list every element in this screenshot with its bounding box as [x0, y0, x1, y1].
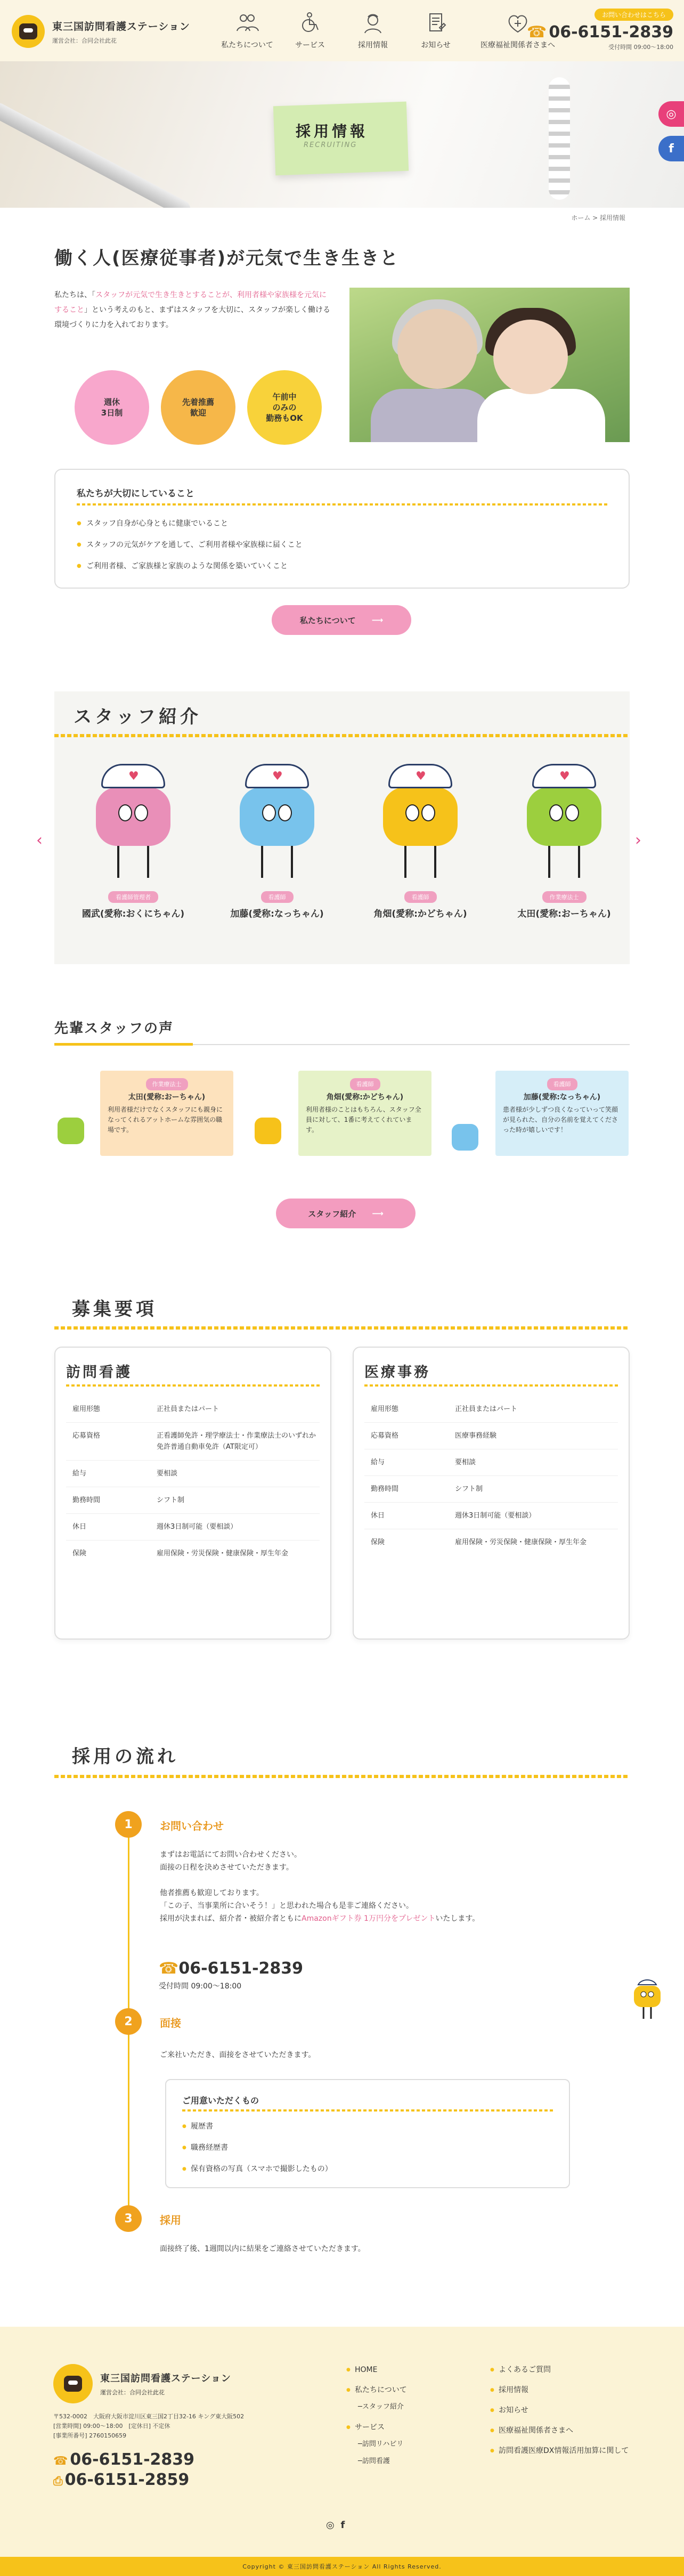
logo-sub: 運営会社：合同会社此花 [52, 37, 117, 44]
role-tag: 作業療法士 [542, 891, 587, 903]
site-header [0, 0, 684, 61]
intro-text-pre: 私たちは、「 [54, 291, 95, 299]
list-item: ● スタッフの元気がケアを通して、ご利用者様や家族様に届くこと [77, 534, 607, 556]
footer-sub: 運営会社：合同会社此花 [100, 2389, 165, 2396]
job-row: 休日 週休3日制可能（要相談） [66, 1514, 320, 1540]
list-item: ● 保有資格の写真（スマホで撮影したもの） [182, 2158, 553, 2180]
intro-text-highlight: スタッフが元気で生き生きとすることが、利用者様や家族様を元気にすること [54, 291, 327, 314]
staff-card-ota[interactable] [498, 762, 631, 953]
header-tel: 06-6151-2839 [549, 23, 673, 42]
scroll-top-mascot-icon[interactable] [629, 1976, 666, 2024]
intro-text [54, 288, 331, 332]
phone-icon: ☎ [159, 1959, 179, 1978]
values-list [77, 513, 607, 577]
document-icon [424, 12, 448, 34]
section-divider [54, 1775, 630, 1778]
job-title: 訪問看護 [66, 1360, 320, 1387]
logo-mascot-icon [12, 15, 45, 48]
prep-title: ご用意いただくもの [182, 2094, 553, 2112]
arrow-right-icon: ⟶ [371, 615, 384, 625]
footer-link[interactable]: ● お知らせ [490, 2404, 634, 2416]
header-contact[interactable] [527, 9, 673, 51]
nav-medical-label: 医療福祉関係者さまへ [481, 41, 555, 50]
role-tag: 看護師 [350, 1078, 380, 1090]
nurse-and-patient-photo [349, 288, 630, 442]
facebook-icon[interactable]: f [658, 136, 684, 161]
section-divider [54, 734, 630, 737]
job-row: 保険 雇用保険・労災保険・健康保険・厚生年金 [371, 1538, 587, 1546]
people-icon [235, 12, 259, 34]
step-title: 採用 [160, 2214, 181, 2227]
footer-link[interactable]: ─スタッフ紹介 [358, 2403, 404, 2411]
values-title: 私たちが大切にしていること [77, 486, 607, 506]
facebook-icon[interactable]: f [340, 2520, 345, 2531]
carousel-next-button[interactable]: › [635, 831, 641, 850]
mascot-mini-yellow-image [255, 1118, 281, 1144]
badge-morning-only: 午前中 のみの 勤務もOK [247, 370, 322, 445]
list-item: ● 職務経歴書 [182, 2137, 553, 2158]
contact-label: お問い合わせはこちら [595, 9, 673, 21]
instagram-icon[interactable]: ◎ [658, 101, 684, 127]
flow-hours: 受付時間 09:00～18:00 [159, 1982, 242, 1991]
footer-link[interactable]: ● 訪問看護医療DX情報活用加算に関して [490, 2445, 634, 2457]
step3-text: 面接終了後、1週間以内に結果をご連絡させていただきます。 [160, 2245, 365, 2253]
list-item: ● スタッフ自身が心身ともに健康でいること [77, 513, 607, 534]
list-item: ● 履歴書 [182, 2116, 553, 2137]
step-title: お問い合わせ [160, 1820, 224, 1832]
pen-image [0, 100, 193, 208]
staff-card-kunitake[interactable] [67, 762, 200, 953]
role-tag: 看護師 [547, 1078, 577, 1090]
role-tag: 看護師 [404, 891, 437, 903]
notebook-rings-image [549, 77, 570, 200]
mascot-blue-image [224, 762, 330, 887]
phone-icon: ☎ [53, 2455, 68, 2468]
nav-service-label: サービス [295, 41, 325, 50]
footer-link[interactable]: ─訪問リハビリ [358, 2440, 404, 2448]
values-box [54, 469, 630, 589]
mascot-green-image [511, 762, 617, 887]
wheelchair-icon [298, 12, 322, 34]
staff-intro-button[interactable] [276, 1199, 416, 1228]
about-button[interactable] [272, 605, 411, 635]
job-card-medical-office [353, 1347, 630, 1640]
voice-card-ota [100, 1071, 233, 1156]
badge-weekly-holiday: 週休 3日制 [75, 370, 149, 445]
nav-news-label: お知らせ [421, 41, 451, 50]
nav-service[interactable] [279, 12, 341, 50]
step-number: 1 [115, 1811, 142, 1838]
nav-news[interactable] [404, 12, 467, 50]
voices-heading: 先輩スタッフの声 [54, 1021, 174, 1037]
mascot-pink-image [80, 762, 186, 887]
logo-name: 東三国訪問看護ステーション [52, 20, 190, 32]
step2-text: ご来社いただき、面接をさせていただきます。 [160, 2051, 316, 2059]
job-row: 給与 要相談 [66, 1461, 320, 1487]
staff-name: 角畑(愛称:かどちゃん) [373, 909, 467, 919]
step-number: 2 [115, 2008, 142, 2035]
arrow-right-icon: ⟶ [372, 1209, 384, 1218]
footer-nav-1 [346, 2364, 407, 2476]
step-title: 面接 [160, 2017, 181, 2029]
nav-about-label: 私たちについて [221, 41, 273, 50]
footer-link[interactable]: ● 医療福祉関係者さまへ [490, 2425, 634, 2436]
staff-intro-button-label: スタッフ紹介 [308, 1209, 356, 1219]
recruit-heading: 募集要項 [72, 1299, 157, 1320]
mascot-mini-green-image [58, 1118, 84, 1144]
voice-text: 利用者様のことはもちろん、スタッフ全員に対して、1番に考えてくれています。 [306, 1106, 421, 1134]
voice-name: 太田(愛称:おーちゃん) [128, 1093, 206, 1102]
section-divider [54, 1326, 630, 1330]
footer-social [326, 2520, 345, 2531]
page-title: 採用情報 [296, 123, 369, 140]
step1-text: まずはお電話にてお問い合わせください。 面接の日程を決めさせていただきます。 他者推薦も歓迎しております。 「この子、当事業所に合いそう！」と思われた場合も是非ご連絡ください。 採用が決まれば、紹介者・被紹介者ともにAmazonギフト券 1万円分をプレゼントいたします。 [160, 1851, 480, 1923]
nav-recruit[interactable] [341, 12, 404, 50]
footer-link[interactable]: ● よくあるご質問 [490, 2364, 634, 2376]
footer-link[interactable]: ● 私たちについて [346, 2384, 407, 2396]
breadcrumb[interactable]: ホーム > 採用情報 [571, 214, 625, 222]
job-card-visiting-nurse [54, 1347, 331, 1640]
footer-address: 〒532-0002 大阪府大阪市淀川区東三国2丁目32-16 キング東大阪502 [営業時間] 09:00～18:00 [定休日] 不定休 [事業所番号] 2760150659 [53, 2413, 245, 2439]
page-subtitle: RECRUITING [304, 141, 357, 149]
footer-link[interactable]: ─訪問看護 [358, 2457, 390, 2465]
site-footer [0, 2327, 684, 2576]
voice-text: 利用者様だけでなくスタッフにも親身になってくれるアットホームな雰囲気の職場です。 [108, 1106, 223, 1134]
job-row: 勤務時間 シフト制 [364, 1476, 618, 1503]
voice-name: 角畑(愛称:かどちゃん) [326, 1093, 404, 1102]
global-nav [216, 12, 568, 50]
footer-fax: ⎙ 06-6151-2859 [53, 2471, 190, 2489]
staff-card-kato[interactable] [210, 762, 344, 953]
phone-icon: ☎ [526, 23, 547, 42]
staff-card-kadohata[interactable] [354, 762, 487, 953]
header-hours: 受付時間 09:00～18:00 [608, 44, 673, 51]
footer-nav-2 [490, 2364, 634, 2465]
prep-box [165, 2079, 570, 2188]
staff-heading: スタッフ紹介 [74, 706, 201, 728]
job-row: 給与 要相談 [364, 1449, 618, 1476]
staff-name: 太田(愛称:おーちゃん) [517, 909, 611, 919]
benefit-badges [75, 370, 333, 445]
footer-logo[interactable] [53, 2364, 231, 2403]
role-tag: 作業療法士 [146, 1078, 188, 1090]
footer-link[interactable]: ● 採用情報 [490, 2384, 634, 2396]
mascot-yellow-image [367, 762, 474, 887]
copyright: Copyright © 東三国訪問看護ステーション All Rights Reserved. [0, 2557, 684, 2576]
footer-link[interactable]: ● サービス [346, 2422, 407, 2433]
flow-heading: 採用の流れ [72, 1746, 178, 1767]
prep-list [182, 2116, 553, 2180]
job-row: 保険 雇用保険・労災保険・健康保険・厚生年金 [72, 1550, 289, 1558]
intro-heading: 働く人(医療従事者)が元気で生き生きと [54, 248, 400, 269]
footer-name: 東三国訪問看護ステーション [100, 2373, 231, 2384]
nav-recruit-label: 採用情報 [358, 41, 388, 50]
step-number: 3 [115, 2205, 142, 2232]
logo-mascot-icon [53, 2364, 93, 2403]
flow-tel[interactable]: ☎06-6151-2839 [159, 1959, 304, 1978]
footer-tel[interactable]: ☎ 06-6151-2839 [53, 2450, 195, 2469]
footer-link[interactable]: ● HOME [346, 2364, 407, 2376]
job-row: 休日 週休3日制可能（要相談） [364, 1503, 618, 1529]
list-item: ● ご利用者様、ご家族様と家族のような関係を築いていくこと [77, 556, 607, 577]
job-row: 雇用形態 正社員またはパート [66, 1396, 320, 1423]
instagram-icon[interactable]: ◎ [326, 2520, 335, 2531]
role-tag: 看護師管理者 [108, 891, 158, 903]
voice-card-kadohata [298, 1071, 431, 1156]
job-row: 応募資格 正看護師免許・理学療法士・作業療法士のいずれか 免許普通自動車免許（AT限定可） [66, 1423, 320, 1461]
hero-banner [0, 61, 684, 208]
about-button-label: 私たちについて [299, 615, 356, 625]
job-row: 雇用形態 正社員またはパート [364, 1396, 618, 1423]
staff-name: 國武(愛称:おくにちゃん) [82, 909, 185, 919]
nurse-icon [361, 12, 385, 34]
mascot-mini-blue-image [452, 1124, 478, 1151]
voice-name: 加藤(愛称:なっちゃん) [523, 1093, 601, 1102]
voice-text: 患者様が少しずつ良くなっていって笑顔が見られた、自分の名前を覚えてくださった時が嬉しいです！ [503, 1106, 618, 1134]
job-title: 医療事務 [364, 1360, 618, 1387]
role-tag: 看護師 [261, 891, 294, 903]
job-row: 勤務時間 シフト制 [66, 1487, 320, 1514]
site-logo[interactable] [12, 15, 190, 48]
carousel-prev-button[interactable]: ‹ [36, 831, 43, 850]
fax-icon: ⎙ [53, 2475, 63, 2488]
nav-about[interactable] [216, 12, 279, 50]
intro-text-post: 」という考えのもと、まずはスタッフを大切に、スタッフが楽しく働ける環境づくりに力を入れております。 [54, 306, 330, 329]
voice-card-kato [495, 1071, 629, 1156]
staff-name: 加藤(愛称:なっちゃん) [230, 909, 324, 919]
section-divider [54, 1044, 630, 1045]
job-row: 応募資格 医療事務経験 [364, 1423, 618, 1449]
badge-referral: 先着推薦 歓迎 [161, 370, 235, 445]
